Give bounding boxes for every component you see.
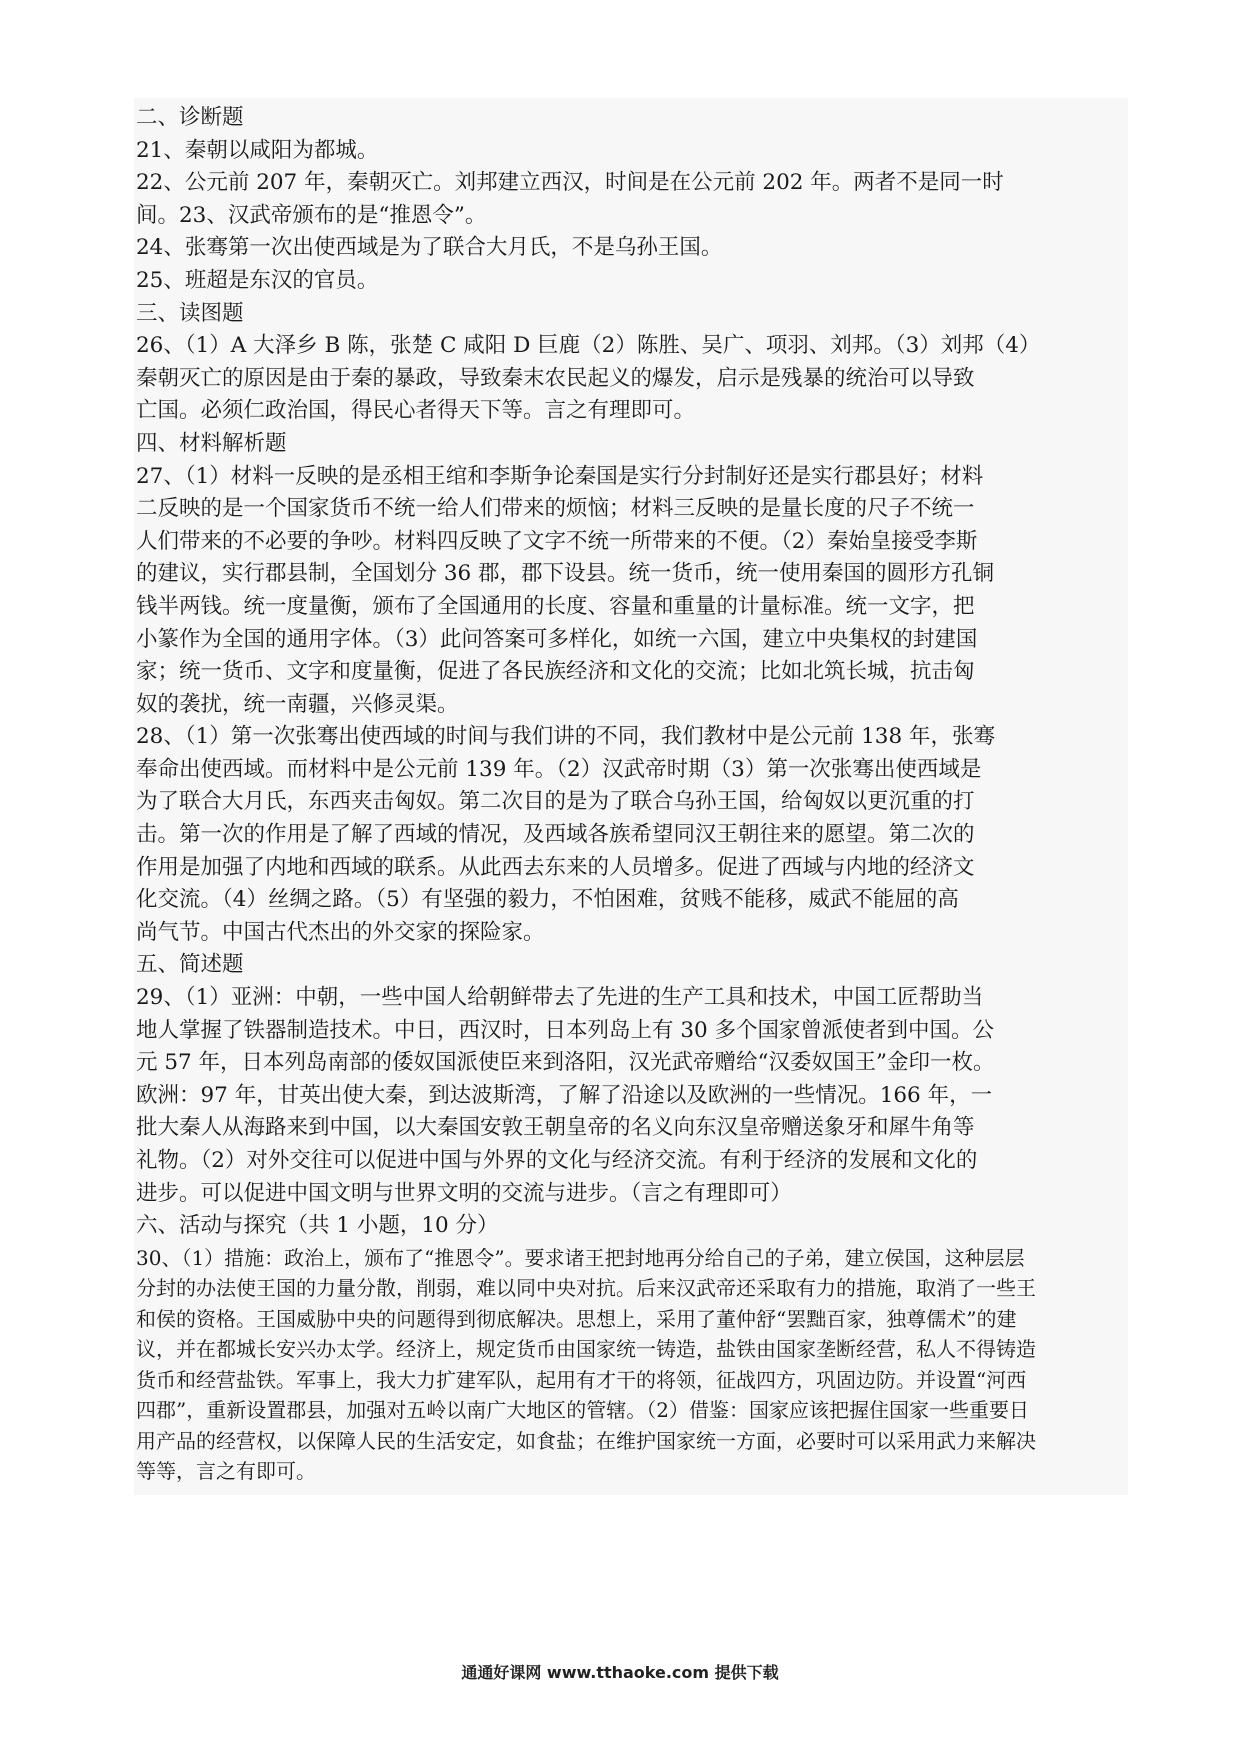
text-line: 地人掌握了铁器制造技术。中日，西汉时，日本列岛上有 30 多个国家曾派使者到中国。公 [136,1017,995,1043]
text-line: 为了联合大月氏，东西夹击匈奴。第二次目的是为了联合乌孙王国，给匈奴以更沉重的打 [136,789,975,815]
text-line: 四、材料解析题 [136,430,287,456]
text-line: 元 57 年，日本列岛南部的倭奴国派使臣来到洛阳，汉光武帝赠给“汉委奴国王”金印一枚。 [136,1050,995,1076]
text-line: 批大秦人从海路来到中国，以大秦国安敦王朝皇帝的名义向东汉皇帝赠送象牙和犀牛角等 [136,1115,975,1141]
text-line: 钱半两钱。统一度量衡，颁布了全国通用的长度、容量和重量的计量标准。统一文字，把 [136,593,975,619]
text-line: 三、读图题 [136,300,244,326]
text-line: 四郡”，重新设置郡县，加强对五岭以南广大地区的管辖。（2）借鉴：国家应该把握住国家一些重要日 [136,1398,1029,1423]
text-line: 化交流。（4）丝绸之路。（5）有坚强的毅力，不怕困难，贫贱不能移，威武不能屈的高 [136,887,959,913]
text-line: 六、活动与探究（共 1 小题，10 分） [136,1213,499,1239]
text-line: 21、秦朝以咸阳为都城。 [136,137,379,163]
text-line: 进步。可以促进中国文明与世界文明的交流与进步。（言之有理即可） [136,1180,792,1206]
text-line: 尚气节。中国古代杰出的外交家的探险家。 [136,919,545,945]
text-line: 分封的办法使王国的力量分散，削弱，难以同中央对抗。后来汉武帝还采取有力的措施，取消了一些王 [136,1276,1036,1301]
answer-text-block [134,98,1128,1495]
page-footer: 通通好课网 www.tthaoke.com 提供下载 [461,1663,779,1682]
text-line: 礼物。（2）对外交往可以促进中国与外界的文化与经济交流。有利于经济的发展和文化的 [136,1148,978,1173]
text-line: 30、（1）措施：政治上，颁布了“推恩令”。要求诸王把封地再分给自己的子弟，建立侯国，这种层层 [136,1245,1025,1270]
text-line: 24、张骞第一次出使西域是为了联合大月氏，不是乌孙王国。 [136,235,723,261]
text-line: 等等，言之有即可。 [136,1459,316,1484]
text-line: 22、公元前 207 年，秦朝灭亡。刘邦建立西汉，时间是在公元前 202 年。两者不是同一时 [136,170,1004,196]
text-line: 议，并在都城长安兴办太学。经济上，规定货币由国家统一铸造，盐铁由国家垄断经营，私人不得铸造 [136,1337,1036,1362]
text-line: 奉命出使西域。而材料中是公元前 139 年。（2）汉武帝时期（3）第一次张骞出使西域是 [136,756,982,782]
text-line: 秦朝灭亡的原因是由于秦的暴政，导致秦末农民起义的爆发，启示是残暴的统治可以导致 [136,365,975,391]
text-line: 26、（1）A 大泽乡 B 陈，张楚 C 咸阳 D 巨鹿（2）陈胜、吴广、项羽、刘邦。（3）刘邦（4） [136,333,1041,359]
text-line: 和侯的资格。王国威胁中央的问题得到彻底解决。思想上，采用了董仲舒“罢黜百家，独尊儒术”的建 [136,1306,1017,1331]
text-line: 间。23、汉武帝颁布的是“推恩令”。 [136,202,487,228]
text-line: 小篆作为全国的通用字体。（3）此问答案可多样化，如统一六国，建立中央集权的封建国 [136,626,978,652]
text-line: 的建议，实行郡县制，全国划分 36 郡，郡下设县。统一货币，统一使用秦国的圆形方孔铜 [136,561,995,587]
text-line: 击。第一次的作用是了解了西域的情况，及西域各族希望同汉王朝往来的愿望。第二次的 [136,822,975,848]
text-line: 欧洲：97 年，甘英出使大秦，到达波斯湾，了解了沿途以及欧洲的一些情况。166 年，一 [136,1082,993,1108]
text-line: 亡国。必须仁政治国，得民心者得天下等。言之有理即可。 [136,398,696,424]
text-line: 29、（1）亚洲：中朝，一些中国人给朝鲜带去了先进的生产工具和技术，中国工匠帮助当 [136,985,984,1011]
text-line: 28、（1）第一次张骞出使西域的时间与我们讲的不同，我们教材中是公元前 138 年，张骞 [136,724,995,750]
text-line: 家；统一货币、文字和度量衡，促进了各民族经济和文化的交流；比如北筑长城，抗击匈 [136,659,975,685]
text-line: 作用是加强了内地和西域的联系。从此西去东来的人员增多。促进了西域与内地的经济文 [136,854,975,880]
text-line: 27、（1）材料一反映的是丞相王绾和李斯争论秦国是实行分封制好还是实行郡县好；材料 [136,463,984,489]
text-line: 二反映的是一个国家货币不统一给人们带来的烦恼；材料三反映的是量长度的尺子不统一 [136,496,975,522]
text-line: 用产品的经营权，以保障人民的生活安定，如食盐；在维护国家统一方面，必要时可以采用武力来解决 [136,1428,1036,1453]
text-line: 货币和经营盐铁。军事上，我大力扩建军队，起用有才干的将领，征战四方，巩固边防。并设置“河西 [136,1367,1027,1392]
text-line: 奴的袭扰，统一南疆，兴修灵渠。 [136,691,459,717]
text-line: 二、诊断题 [136,105,244,130]
text-line: 五、简述题 [136,952,244,978]
text-line: 25、班超是东汉的官员。 [136,267,379,293]
text-line: 人们带来的不必要的争吵。材料四反映了文字不统一所带来的不便。（2）秦始皇接受李斯 [136,528,978,554]
